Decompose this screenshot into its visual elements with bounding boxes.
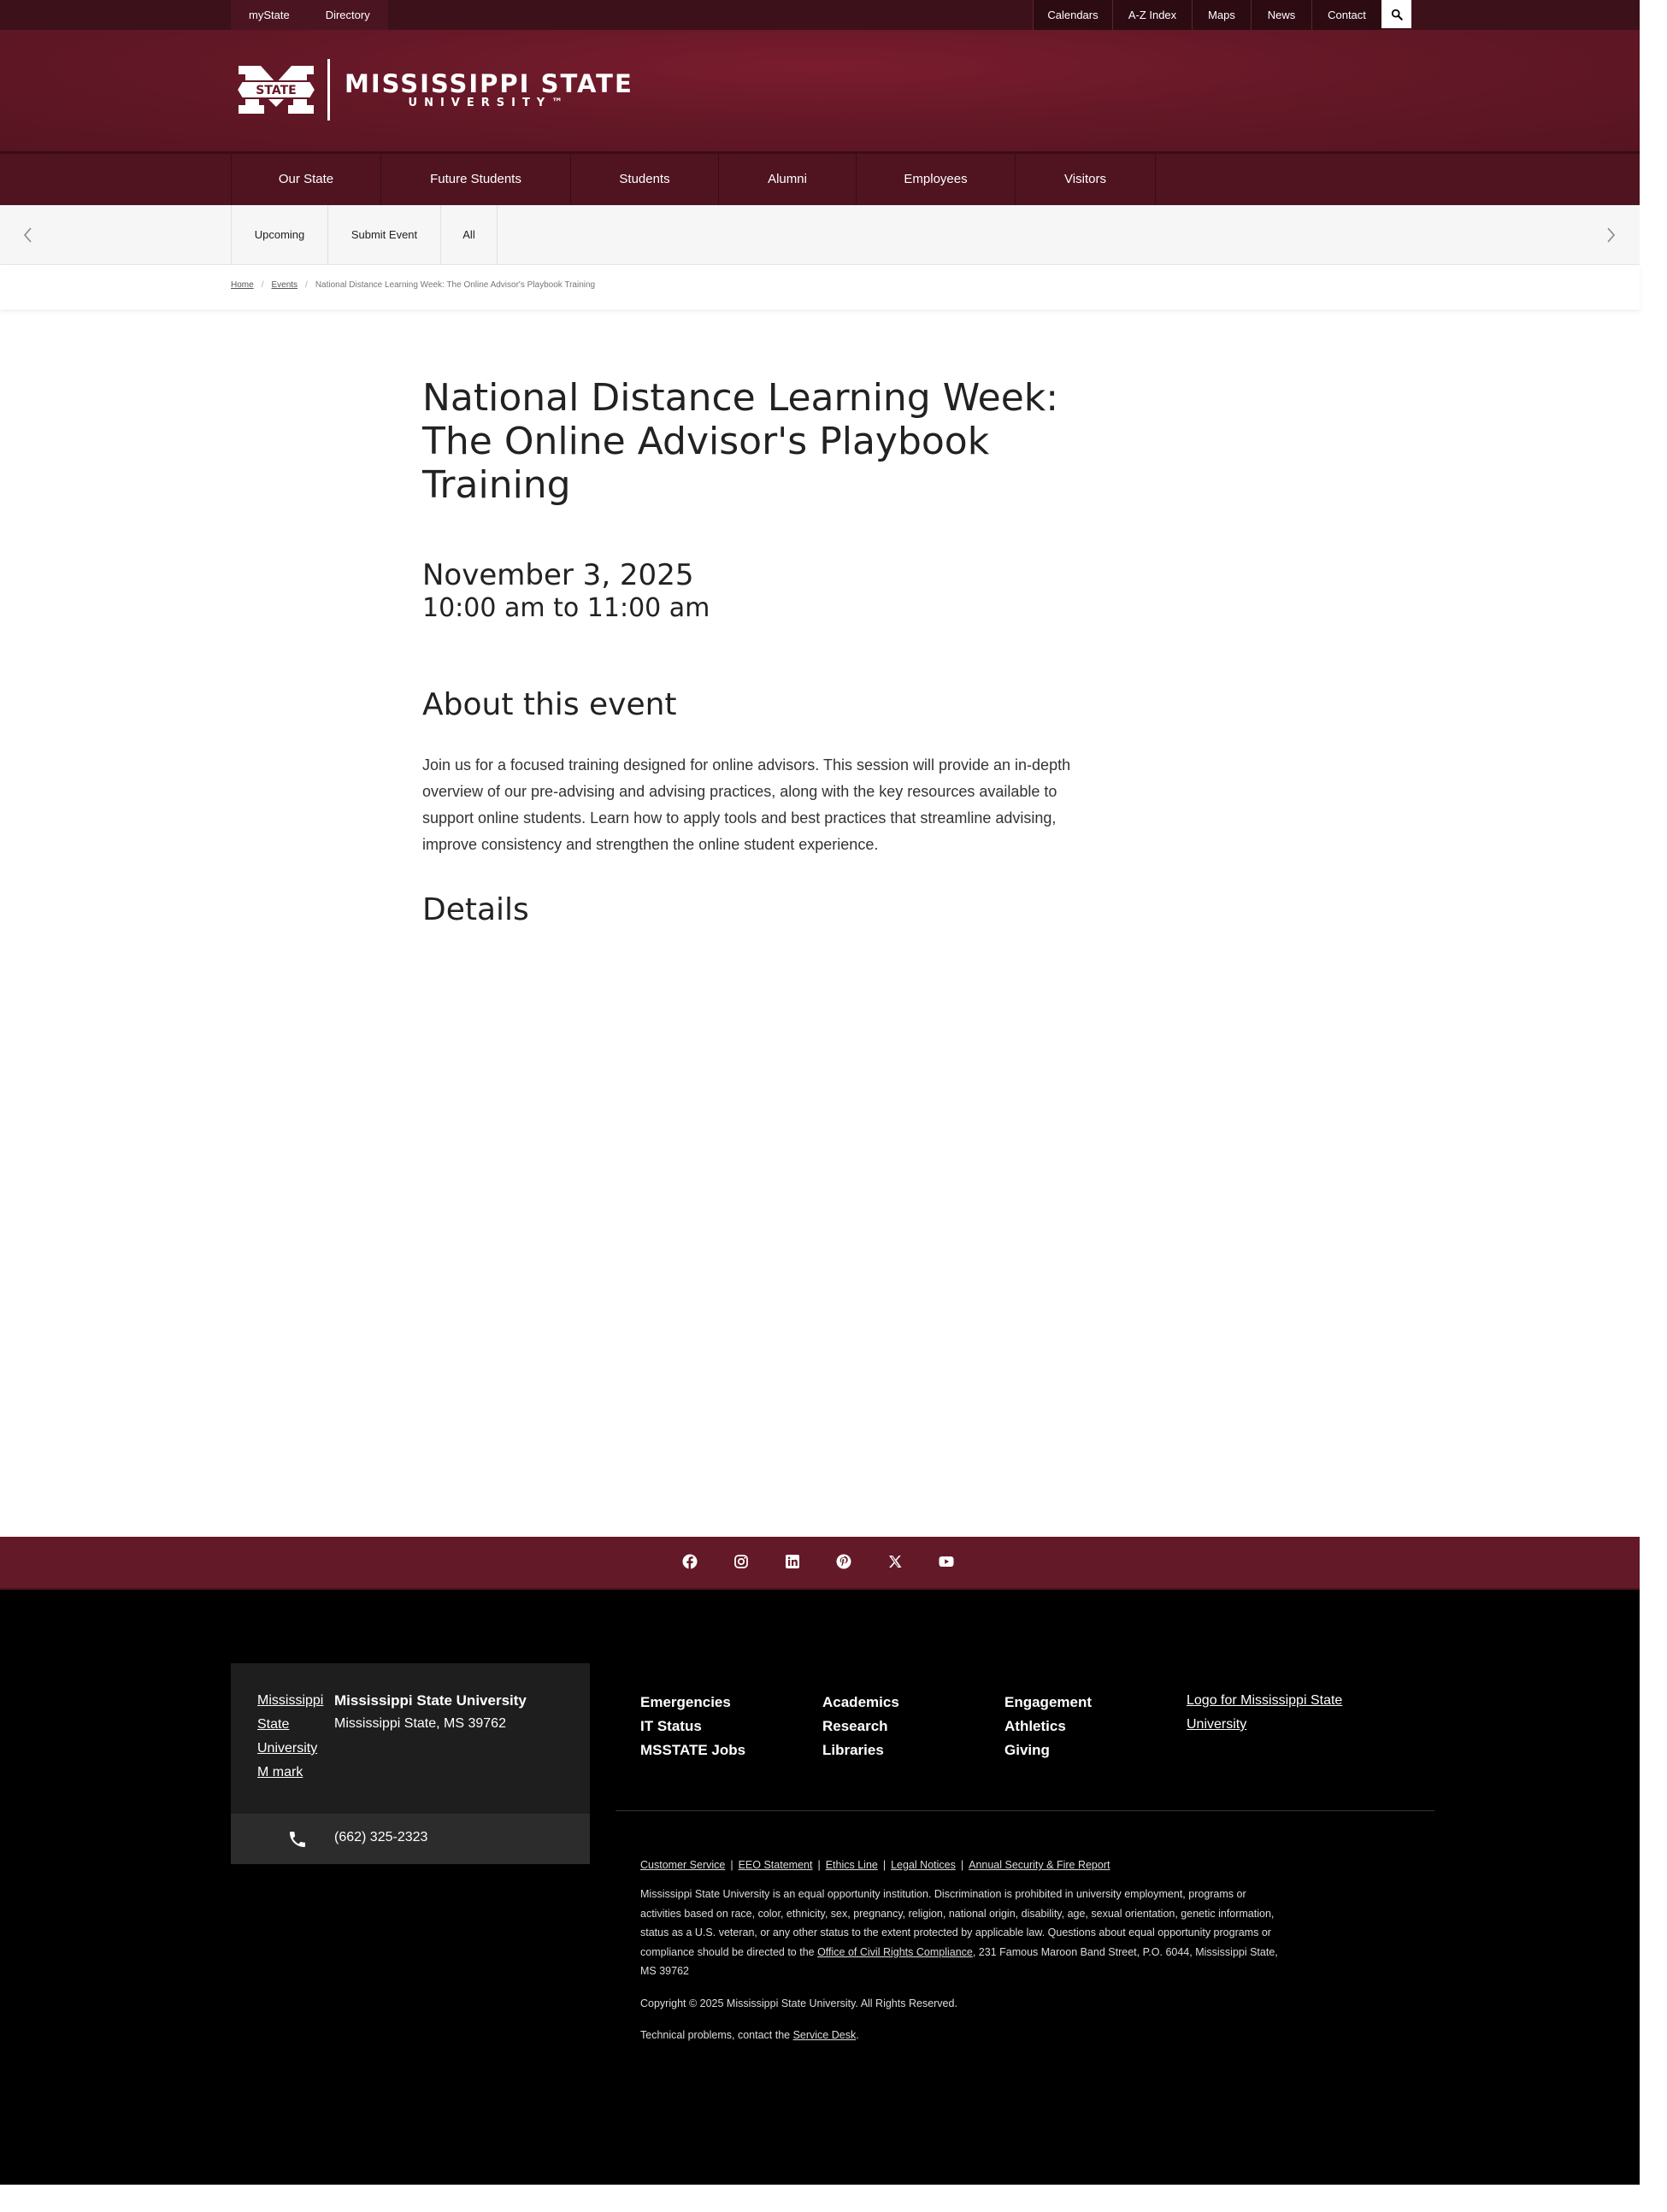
utility-link-news[interactable]: News [1251,0,1311,30]
footer-link-emergencies[interactable]: Emergencies [640,1694,731,1710]
section-nav-all[interactable]: All [441,205,498,265]
utility-bar [0,0,1640,30]
masthead [0,30,1640,151]
utility-link-mystate[interactable]: myState [249,9,290,21]
legal-link-eeo-statement[interactable]: EEO Statement [738,1859,813,1871]
search-icon [1391,9,1403,21]
footer-link-giving[interactable]: Giving [1004,1742,1050,1758]
legal-links: Customer Service | EEO Statement | Ethics Line | Legal Notices | Annual Security & Fire Report [640,1859,1110,1871]
facebook-icon[interactable] [682,1554,698,1569]
main-nav-our-state[interactable]: Our State [232,154,381,205]
utility-link-contact[interactable]: Contact [1311,0,1381,30]
utility-left-links [231,0,388,30]
footer-address: Mississippi State, MS 39762 [334,1716,506,1731]
eeo-statement: Mississippi State University is an equal opportunity institution. Discrimination is prohibited in university employment, programs or activities based on race, color, ethnicity, sex, pregnancy, religion, national origin, disability, age, sexual orientation, genetic information, status as a U.S. veteran, or any other status to the extent protected by applicable law. Questions about equal opportunity programs or compliance should be directed to the Office of Civil Rights Compliance, 231 Famous Maroon Band Street, P.O. 6044, Mississippi State, MS 39762 [640,1888,1278,1977]
breadcrumb-events[interactable]: Events [271,280,298,290]
breadcrumb-separator: / [305,280,308,290]
social-icons [682,1554,954,1569]
section-nav [0,205,1640,265]
footer-link-msstate-jobs[interactable]: MSSTATE Jobs [640,1742,746,1758]
m-mark-label: STATE [256,84,297,97]
breadcrumb-separator: / [261,280,264,290]
instagram-icon[interactable] [733,1554,749,1569]
copyright: Copyright © 2025 Mississippi State University. All Rights Reserved. [640,1997,957,2009]
legal-link-security-fire-report[interactable]: Annual Security & Fire Report [969,1859,1110,1871]
civil-rights-link[interactable]: Office of Civil Rights Compliance [817,1945,973,1958]
footer-m-mark-image[interactable]: Mississippi State University M mark [257,1693,324,1780]
legal-link-ethics-line[interactable]: Ethics Line [825,1859,878,1871]
page-title: National Distance Learning Week: The Online Advisor's Playbook Training [422,376,1059,507]
footer-phone-row[interactable] [231,1814,590,1864]
footer-link-libraries[interactable]: Libraries [822,1742,884,1758]
chevron-right-icon[interactable] [1601,226,1620,244]
utility-link-calendars[interactable]: Calendars [1033,0,1112,30]
footer-links-col-1 [640,1691,745,1762]
section-nav-items [231,205,498,265]
breadcrumb-bar [0,265,1640,309]
logo-line-2: UNIVERSITY™ [408,97,570,109]
logo-divider [327,59,330,121]
footer-link-athletics[interactable]: Athletics [1004,1718,1066,1734]
logo-wordmark [345,70,633,109]
pinterest-icon[interactable] [836,1554,851,1569]
footer [0,1590,1640,2185]
footer-link-engagement[interactable]: Engagement [1004,1694,1093,1710]
footer-university-logo-image[interactable]: Logo for Mississippi State University [1187,1693,1343,1732]
x-icon[interactable] [887,1554,903,1569]
about-heading: About this event [422,687,677,722]
main-nav-employees[interactable]: Employees [857,154,1016,205]
chevron-left-icon[interactable] [19,226,38,244]
footer-link-research[interactable]: Research [822,1718,888,1734]
breadcrumb-home[interactable]: Home [231,280,254,290]
details-heading: Details [422,892,529,927]
breadcrumb [231,280,595,290]
university-logo[interactable] [237,59,633,121]
utility-link-maps[interactable]: Maps [1192,0,1251,30]
section-nav-upcoming[interactable]: Upcoming [232,205,328,265]
tech-support: Technical problems, contact the Service Desk. [640,2029,859,2041]
youtube-icon[interactable] [939,1554,954,1569]
legal-link-customer-service[interactable]: Customer Service [640,1859,726,1871]
main-nav-visitors[interactable]: Visitors [1016,154,1156,205]
footer-link-academics[interactable]: Academics [822,1694,899,1710]
linkedin-icon[interactable] [785,1554,800,1569]
social-bar [0,1537,1640,1590]
event-time: 10:00 am to 11:00 am [422,593,710,623]
footer-phone: (662) 325-2323 [334,1830,428,1844]
service-desk-link[interactable]: Service Desk [792,2029,857,2041]
footer-contact-card [231,1663,590,1864]
footer-divider [616,1810,1434,1811]
footer-org-name: Mississippi State University [334,1692,527,1709]
footer-link-it-status[interactable]: IT Status [640,1718,702,1734]
phone-icon [287,1829,308,1850]
footer-links-col-2 [822,1691,899,1762]
utility-link-az-index[interactable]: A-Z Index [1112,0,1192,30]
event-description: Join us for a focused training designed for online advisors. This session will provide an in-depth overview of our pre-advising and advising practices, along with the key resources available to support online students. Learn how to apply tools and best practices that streamline advising, improve consistency and strengthen the online student experience. [422,756,1071,853]
event-content [422,376,1106,927]
breadcrumb-current: National Distance Learning Week: The Online Advisor's Playbook Training [315,280,596,290]
m-mark-logo [237,64,315,115]
section-nav-submit-event[interactable]: Submit Event [328,205,441,265]
main-nav-items [231,154,1156,205]
logo-line-1: MISSISSIPPI STATE [345,69,633,98]
utility-right-links [1033,0,1411,30]
event-date: November 3, 2025 [422,558,694,592]
main-nav-alumni[interactable]: Alumni [719,154,857,205]
main-nav-students[interactable]: Students [571,154,719,205]
footer-links-col-3 [1004,1691,1092,1762]
legal-link-legal-notices[interactable]: Legal Notices [891,1859,956,1871]
main-nav [0,151,1640,205]
search-button[interactable] [1381,0,1411,28]
main-nav-future-students[interactable]: Future Students [381,154,571,205]
utility-link-directory[interactable]: Directory [325,9,370,21]
footer-legal [640,1859,1290,2045]
